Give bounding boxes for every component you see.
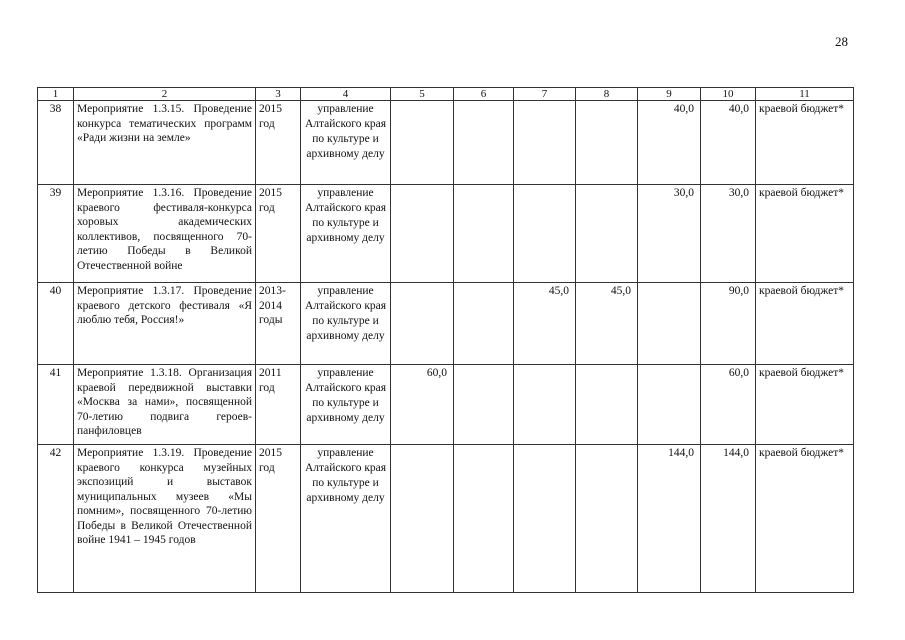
table-row [38,445,854,593]
row-number: 41 [38,365,74,445]
cell-col5 [391,283,454,365]
cell-col5 [391,445,454,593]
cell-col5: 60,0 [391,365,454,445]
cell-col9 [638,283,701,365]
row-number: 42 [38,445,74,593]
column-header: 2 [74,88,256,101]
column-header: 6 [454,88,514,101]
column-header: 3 [256,88,301,101]
event-year: 2015 год [256,101,301,185]
event-year: 2011 год [256,365,301,445]
event-year: 2015 год [256,445,301,593]
cell-col7 [514,101,576,185]
cell-col6 [454,365,514,445]
table-row [38,101,854,185]
program-table [37,87,854,593]
event-name: Мероприятие 1.3.19. Проведение краевого конкурса музейных экспозиций и выставок муниципальных музеев «Мы помним», посвященного 70-летию Победы в Великой Отечественной войне 1941 – 1945 годов [74,445,256,593]
cell-col10: 60,0 [701,365,756,445]
cell-col8: 45,0 [576,283,638,365]
funding-source: краевой бюджет* [756,283,854,365]
event-name: Мероприятие 1.3.17. Проведение краевого детского фестиваля «Я люблю тебя, Россия!» [74,283,256,365]
row-number: 38 [38,101,74,185]
column-header: 10 [701,88,756,101]
row-number: 39 [38,185,74,283]
column-header: 11 [756,88,854,101]
header-row [38,88,854,101]
cell-col8 [576,101,638,185]
table-row [38,365,854,445]
event-year: 2013-2014 годы [256,283,301,365]
cell-col7: 45,0 [514,283,576,365]
event-year: 2015 год [256,185,301,283]
cell-col9: 144,0 [638,445,701,593]
cell-col5 [391,185,454,283]
cell-col7 [514,445,576,593]
cell-col9: 40,0 [638,101,701,185]
cell-col9 [638,365,701,445]
cell-col6 [454,185,514,283]
cell-col10: 144,0 [701,445,756,593]
executor: управление Алтайского края по культуре и архивному делу [301,365,391,445]
column-header: 9 [638,88,701,101]
cell-col9: 30,0 [638,185,701,283]
executor: управление Алтайского края по культуре и архивному делу [301,101,391,185]
column-header: 5 [391,88,454,101]
row-number: 40 [38,283,74,365]
page-number: 28 [835,34,848,49]
cell-col10: 90,0 [701,283,756,365]
cell-col7 [514,185,576,283]
cell-col7 [514,365,576,445]
executor: управление Алтайского края по культуре и архивному делу [301,445,391,593]
executor: управление Алтайского края по культуре и архивному делу [301,185,391,283]
funding-source: краевой бюджет* [756,101,854,185]
cell-col10: 30,0 [701,185,756,283]
cell-col6 [454,283,514,365]
funding-source: краевой бюджет* [756,185,854,283]
column-header: 1 [38,88,74,101]
column-header: 7 [514,88,576,101]
funding-source: краевой бюджет* [756,445,854,593]
cell-col8 [576,185,638,283]
cell-col10: 40,0 [701,101,756,185]
event-name: Мероприятие 1.3.15. Проведение конкурса тематических программ «Ради жизни на земле» [74,101,256,185]
event-name: Мероприятие 1.3.16. Проведение краевого фестиваля-конкурса хоровых академических коллективов, посвященного 70-летию Победы в Великой Отечественной войне [74,185,256,283]
table-row [38,283,854,365]
column-header: 4 [301,88,391,101]
cell-col8 [576,445,638,593]
cell-col5 [391,101,454,185]
cell-col8 [576,365,638,445]
executor: управление Алтайского края по культуре и архивному делу [301,283,391,365]
event-name: Мероприятие 1.3.18. Организация краевой передвижной выставки «Москва за нами», посвященной 70-летию подвига героев-панфиловцев [74,365,256,445]
table-row [38,185,854,283]
cell-col6 [454,445,514,593]
cell-col6 [454,101,514,185]
funding-source: краевой бюджет* [756,365,854,445]
column-header: 8 [576,88,638,101]
